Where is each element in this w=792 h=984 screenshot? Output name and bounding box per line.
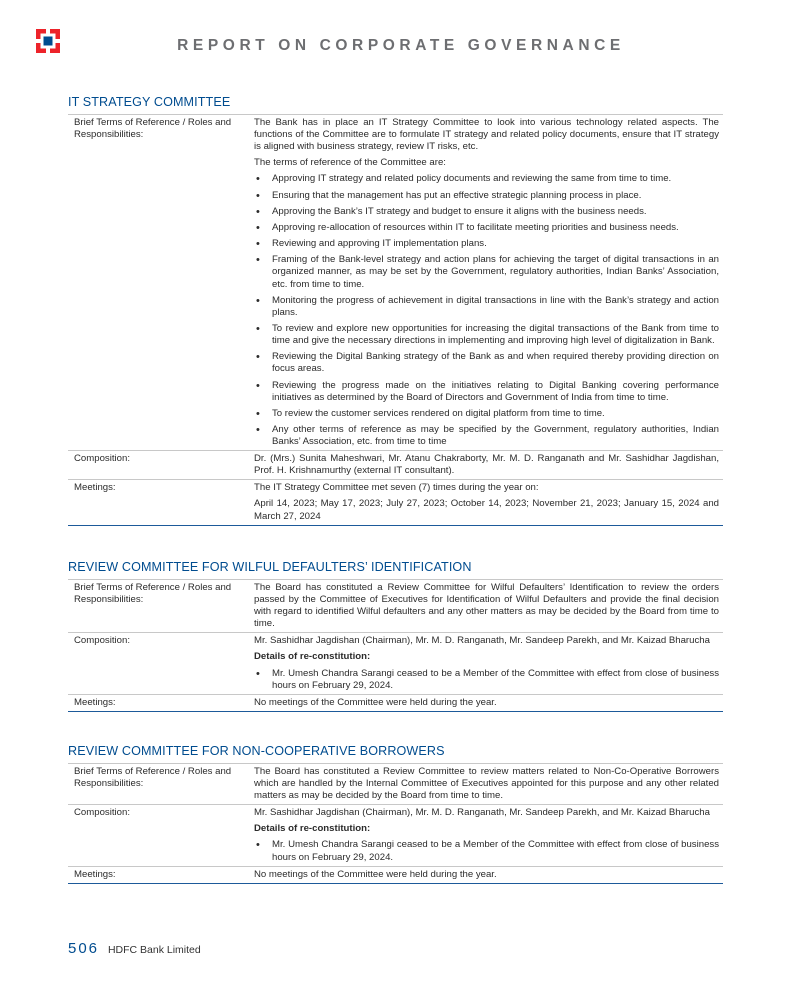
composition-text: Mr. Sashidhar Jagdishan (Chairman), Mr. M. D. Ranganath, Mr. Sandeep Parekh, and Mr. Kaizad Bharucha [254, 807, 710, 819]
reconstitution-list [254, 668, 719, 692]
list-item: • Any other terms of reference as may be specified by the Government, regulatory authorities, Indian Banks’ Association, etc. from time to time [254, 424, 719, 448]
terms-label: Brief Terms of Reference / Roles and Responsibilities: [68, 115, 254, 451]
company-name: HDFC Bank Limited [107, 944, 201, 956]
list-item: • To review the customer services rendered on digital platform from time to time. [254, 408, 719, 420]
list-item: • Approving IT strategy and related policy documents and reviewing the same from time to time. [254, 173, 719, 185]
terms-list [254, 173, 719, 448]
terms-intro: The Bank has in place an IT Strategy Committee to look into various technology related aspects. The functions of the Committee are to formulate IT strategy and related policy documents, ensure that IT strategy is aligned with business strategy, review IT risks, etc. [254, 117, 719, 153]
list-item: • Reviewing the Digital Banking strategy of the Bank as and when required thereby providing direction on focus areas. [254, 351, 719, 375]
list-item: • Approving the Bank’s IT strategy and budget to ensure it aligns with the business needs. [254, 206, 719, 218]
list-item: • Reviewing the progress made on the initiatives relating to Digital Banking covering performance initiatives as determined by the Board of Directors and Government of India from time to time. [254, 380, 719, 404]
meetings-label: Meetings: [68, 694, 254, 711]
composition-label: Composition: [68, 451, 254, 480]
meetings-label: Meetings: [68, 866, 254, 883]
composition-value: Dr. (Mrs.) Sunita Maheshwari, Mr. Atanu Chakraborty, Mr. M. D. Ranganath and Mr. Sashidhar Jagdishan, Prof. H. Krishnamurthy (external IT consultant). [254, 451, 723, 480]
table-row [68, 866, 723, 883]
non-cooperative-borrowers-table [68, 763, 723, 884]
table-row [68, 580, 723, 633]
reconstitution-list [254, 839, 719, 863]
reconstitution-heading: Details of re-constitution: [254, 651, 371, 663]
list-item: • To review and explore new opportunities for increasing the digital transactions of the Bank from time to time and give the necessary directions in implementing and improving high level of digitalization in Bank. [254, 323, 719, 347]
page-header-title: REPORT ON CORPORATE GOVERNANCE [177, 37, 625, 54]
section-title: REVIEW COMMITTEE FOR WILFUL DEFAULTERS’ IDENTIFICATION [68, 560, 472, 574]
list-item: • Ensuring that the management has put an effective strategic planning process in place. [254, 190, 719, 202]
terms-value [254, 115, 723, 451]
list-item: • Mr. Umesh Chandra Sarangi ceased to be a Member of the Committee with effect from close of business hours on February 29, 2024. [254, 668, 719, 692]
non-cooperative-borrowers-section [68, 744, 723, 884]
wilful-defaulters-table [68, 579, 723, 712]
table-row [68, 115, 723, 451]
list-item: • Mr. Umesh Chandra Sarangi ceased to be a Member of the Committee with effect from close of business hours on February 29, 2024. [254, 839, 719, 863]
terms-label: Brief Terms of Reference / Roles and Responsibilities: [68, 764, 254, 805]
it-strategy-committee-section [68, 95, 723, 526]
table-row [68, 694, 723, 711]
list-item: • Framing of the Bank-level strategy and action plans for achieving the target of digital transactions in an organized manner, as may be set by the Government, regulatory authorities, Indian Banks’ Association, etc. from time to time. [254, 254, 719, 290]
meetings-text: The IT Strategy Committee met seven (7) times during the year on: [254, 482, 539, 494]
table-row [68, 764, 723, 805]
list-item: • Approving re-allocation of resources within IT to facilitate meeting priorities and business needs. [254, 222, 719, 234]
composition-label: Composition: [68, 805, 254, 866]
table-row [68, 451, 723, 480]
list-item: • Reviewing and approving IT implementation plans. [254, 238, 719, 250]
meetings-dates: April 14, 2023; May 17, 2023; July 27, 2023; October 14, 2023; November 21, 2023; January 15, 2024 and March 27, 2024 [254, 498, 719, 522]
page-footer [68, 940, 201, 957]
terms-value: The Board has constituted a Review Committee to review matters related to Non-Co-Operative Borrowers which are handled by the Internal Committee of Executives appointed for this purpose and any other related matters as may be decided by the Board from time to time. [254, 764, 723, 805]
composition-value [254, 633, 723, 694]
meetings-value: No meetings of the Committee were held during the year. [254, 866, 723, 883]
list-item: • Monitoring the progress of achievement in digital transactions in line with the Bank’s strategy and action plans. [254, 295, 719, 319]
composition-text: Mr. Sashidhar Jagdishan (Chairman), Mr. M. D. Ranganath, Mr. Sandeep Parekh, and Mr. Kaizad Bharucha [254, 635, 710, 647]
meetings-value [254, 480, 723, 525]
terms-value: The Board has constituted a Review Committee for Wilful Defaulters’ Identification to review the orders passed by the Committee of Executives for Identification of Wilful Defaulters and provide the final decision with regard to identified Wilful defaulters and any other matters as may be decided by the Board from time to time. [254, 580, 723, 633]
wilful-defaulters-section [68, 560, 723, 712]
section-title: IT STRATEGY COMMITTEE [68, 95, 231, 109]
section-title: REVIEW COMMITTEE FOR NON-COOPERATIVE BORROWERS [68, 744, 445, 758]
reconstitution-heading: Details of re-constitution: [254, 823, 371, 835]
page-number: 506 [68, 940, 100, 957]
composition-value [254, 805, 723, 866]
terms-subintro: The terms of reference of the Committee are: [254, 157, 446, 169]
table-row [68, 633, 723, 694]
table-row [68, 480, 723, 525]
table-row [68, 805, 723, 866]
it-strategy-table [68, 114, 723, 526]
composition-label: Composition: [68, 633, 254, 694]
terms-label: Brief Terms of Reference / Roles and Responsibilities: [68, 580, 254, 633]
meetings-label: Meetings: [68, 480, 254, 525]
meetings-value: No meetings of the Committee were held during the year. [254, 694, 723, 711]
